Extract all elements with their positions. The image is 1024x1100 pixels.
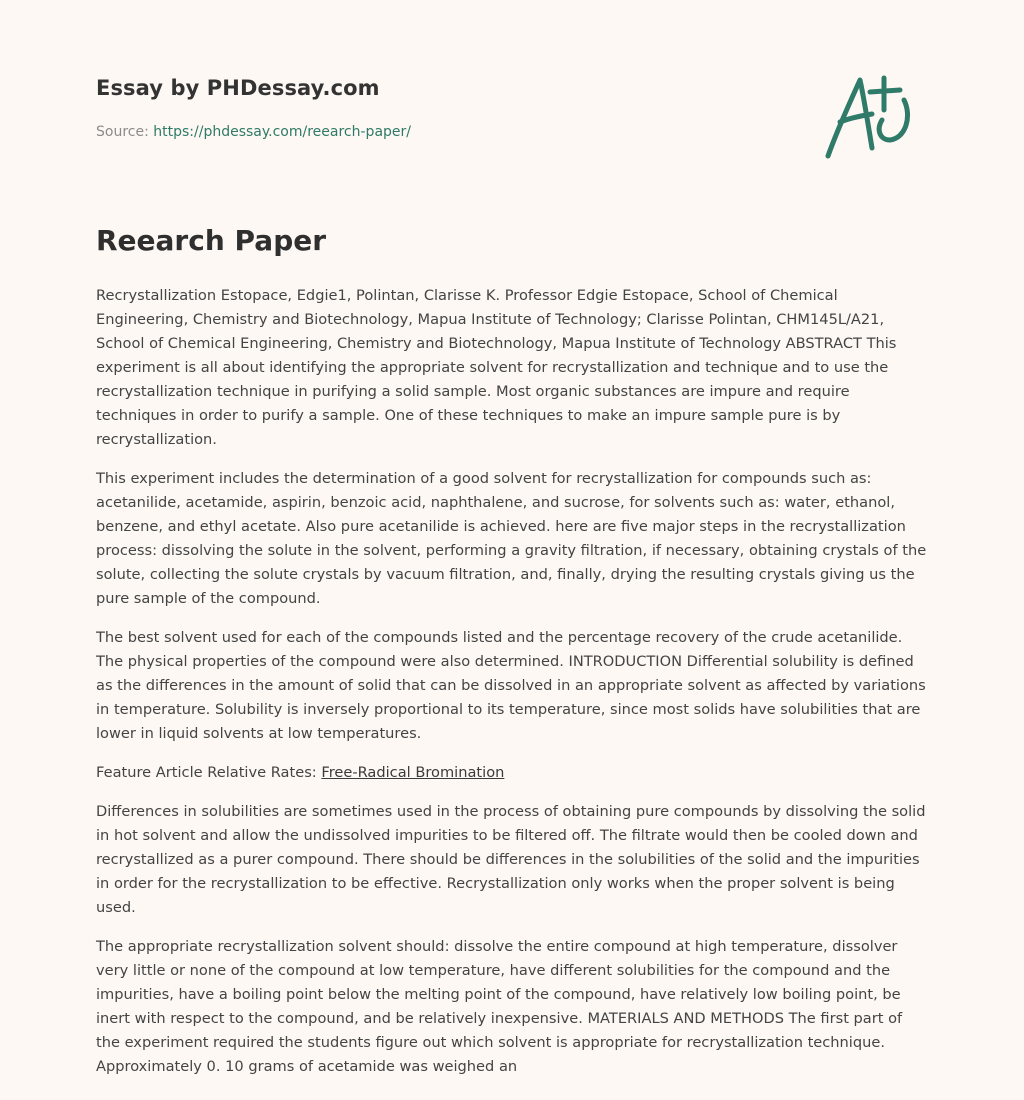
paragraph: Differences in solubilities are sometimes used in the process of obtaining pure compounds by dissolving the solid in hot solvent and allow the undissolved impurities to be filtered off. The filtrate would then be cooled down and recrystallized as a purer compound. There should be differences in the solubilities of the solid and the impurities in order for the recrystallization to be effective. Recrystallization only works when the proper solvent is being used. [96,803,926,916]
paragraph: The best solvent used for each of the compounds listed and the percentage recovery of the crude acetanilide. The physical properties of the compound were also determined. INTRODUCTION Differential solubility is defined as the differences in the amount of solid that can be dissolved in an appropriate solvent as affected by variations in temperature. Solubility is inversely proportional to its temperature, since most solids have solubilities that are lower in liquid solvents at low temperatures. [96,629,926,742]
paragraph: The appropriate recrystallization solvent should: dissolve the entire compound at high temperature, dissolver very little or none of the compound at low temperature, have different solubilities for the compound and the impurities, have a boiling point below the melting point of the compound, have relatively low boiling point, be inert with respect to the compound, and be relatively inexpensive. MATERIALS AND METHODS The first part of the experiment required the students figure out which solvent is appropriate for recrystallization technique. Approximately 0. 10 grams of acetamide was weighed an [96,938,903,1075]
feature-label: Feature Article Relative Rates: [96,764,322,781]
article-body [96,284,928,1094]
a-plus-grade-icon [824,68,924,164]
paragraph: Recrystallization Estopace, Edgie1, Polintan, Clarisse K. Professor Edgie Estopace, School of Chemical Engineering, Chemistry and Biotechnology, Mapua Institute of Technology; Clarisse Polintan, CHM145L/A21, School of Chemical Engineering, Chemistry and Biotechnology, Mapua Institute of Technology ABSTRACT This experiment is all about identifying the appropriate solvent for recrystallization and technique and to use the recrystallization technique in purifying a solid sample. Most organic substances are impure and require techniques in order to purify a sample. One of these techniques to make an impure sample pure is by recrystallization. [96,287,897,448]
feature-article [96,761,928,785]
feature-article-link[interactable]: Free-Radical Bromination [321,764,505,781]
page-title: Reearch Paper [96,224,327,257]
source-line [96,124,411,140]
source-label: Source: [96,124,149,140]
paragraph: This experiment includes the determination of a good solvent for recrystallization for compounds such as: acetanilide, acetamide, aspirin, benzoic acid, naphthalene, and sucrose, for solvents such as: water, ethanol, benzene, and ethyl acetate. Also pure acetanilide is achieved. here are five major steps in the recrystallization process: dissolving the solute in the solvent, performing a gravity filtration, if necessary, obtaining crystals of the solute, collecting the solute crystals by vacuum filtration, and, finally, drying the resulting crystals giving us the pure sample of the compound. [96,470,927,607]
source-link[interactable]: https://phdessay.com/reearch-paper/ [153,124,411,140]
site-title: Essay by PHDessay.com [96,76,380,100]
page-header [96,76,926,186]
